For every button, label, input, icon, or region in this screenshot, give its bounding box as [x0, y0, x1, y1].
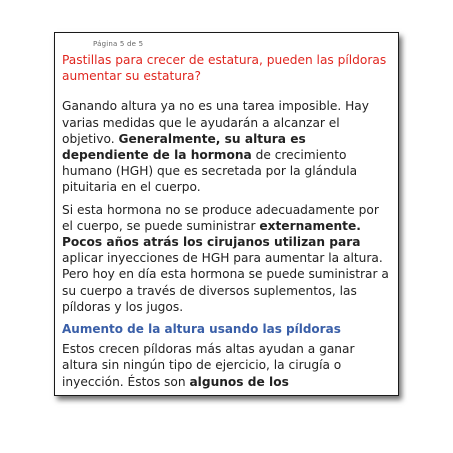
- section-heading: Aumento de la altura usando las píldoras: [62, 322, 341, 337]
- document-page: [54, 32, 399, 396]
- paragraph-2-text-a: Si esta hormona no se produce adecuadamente por el cuerpo, se puede suministrar: [62, 202, 379, 233]
- paragraph-3-bold: algunos de los: [189, 374, 289, 389]
- paragraph-3: [62, 341, 392, 390]
- paragraph-1-bold: Generalmente, su altura es dependiente de la hormona: [62, 131, 306, 163]
- document-title: Pastillas para crecer de estatura, pueden las píldoras aumentar su estatura?: [62, 53, 387, 84]
- paragraph-2-bold: externamente. Pocos años atrás los cirujanos utilizan para: [62, 218, 361, 250]
- paragraph-1-text-a: Ganando altura ya no es una tarea imposible. Hay varias medidas que le ayudarán a alcanzar el objetivo.: [62, 99, 369, 146]
- page-content: [62, 52, 392, 396]
- paragraph-2-text-b: aplicar inyecciones de HGH para aumentar la altura. Pero hoy en día esta hormona se puede suministrar a su cuerpo a través de diversos suplementos, las píldoras y los jugos.: [62, 251, 389, 314]
- paragraph-2: [62, 202, 392, 315]
- paragraph-1-text-b: de crecimiento humano (HGH) que es secretada por la glándula pituitaria en el cuerpo.: [62, 148, 358, 195]
- paragraph-3-text-a: Estos crecen píldoras más altas ayudan a ganar altura sin ningún tipo de ejercicio, la cirugía o inyección. Éstos son: [62, 342, 355, 389]
- page-number-label: Página 5 de 5: [93, 40, 144, 48]
- paragraph-1: [62, 98, 392, 195]
